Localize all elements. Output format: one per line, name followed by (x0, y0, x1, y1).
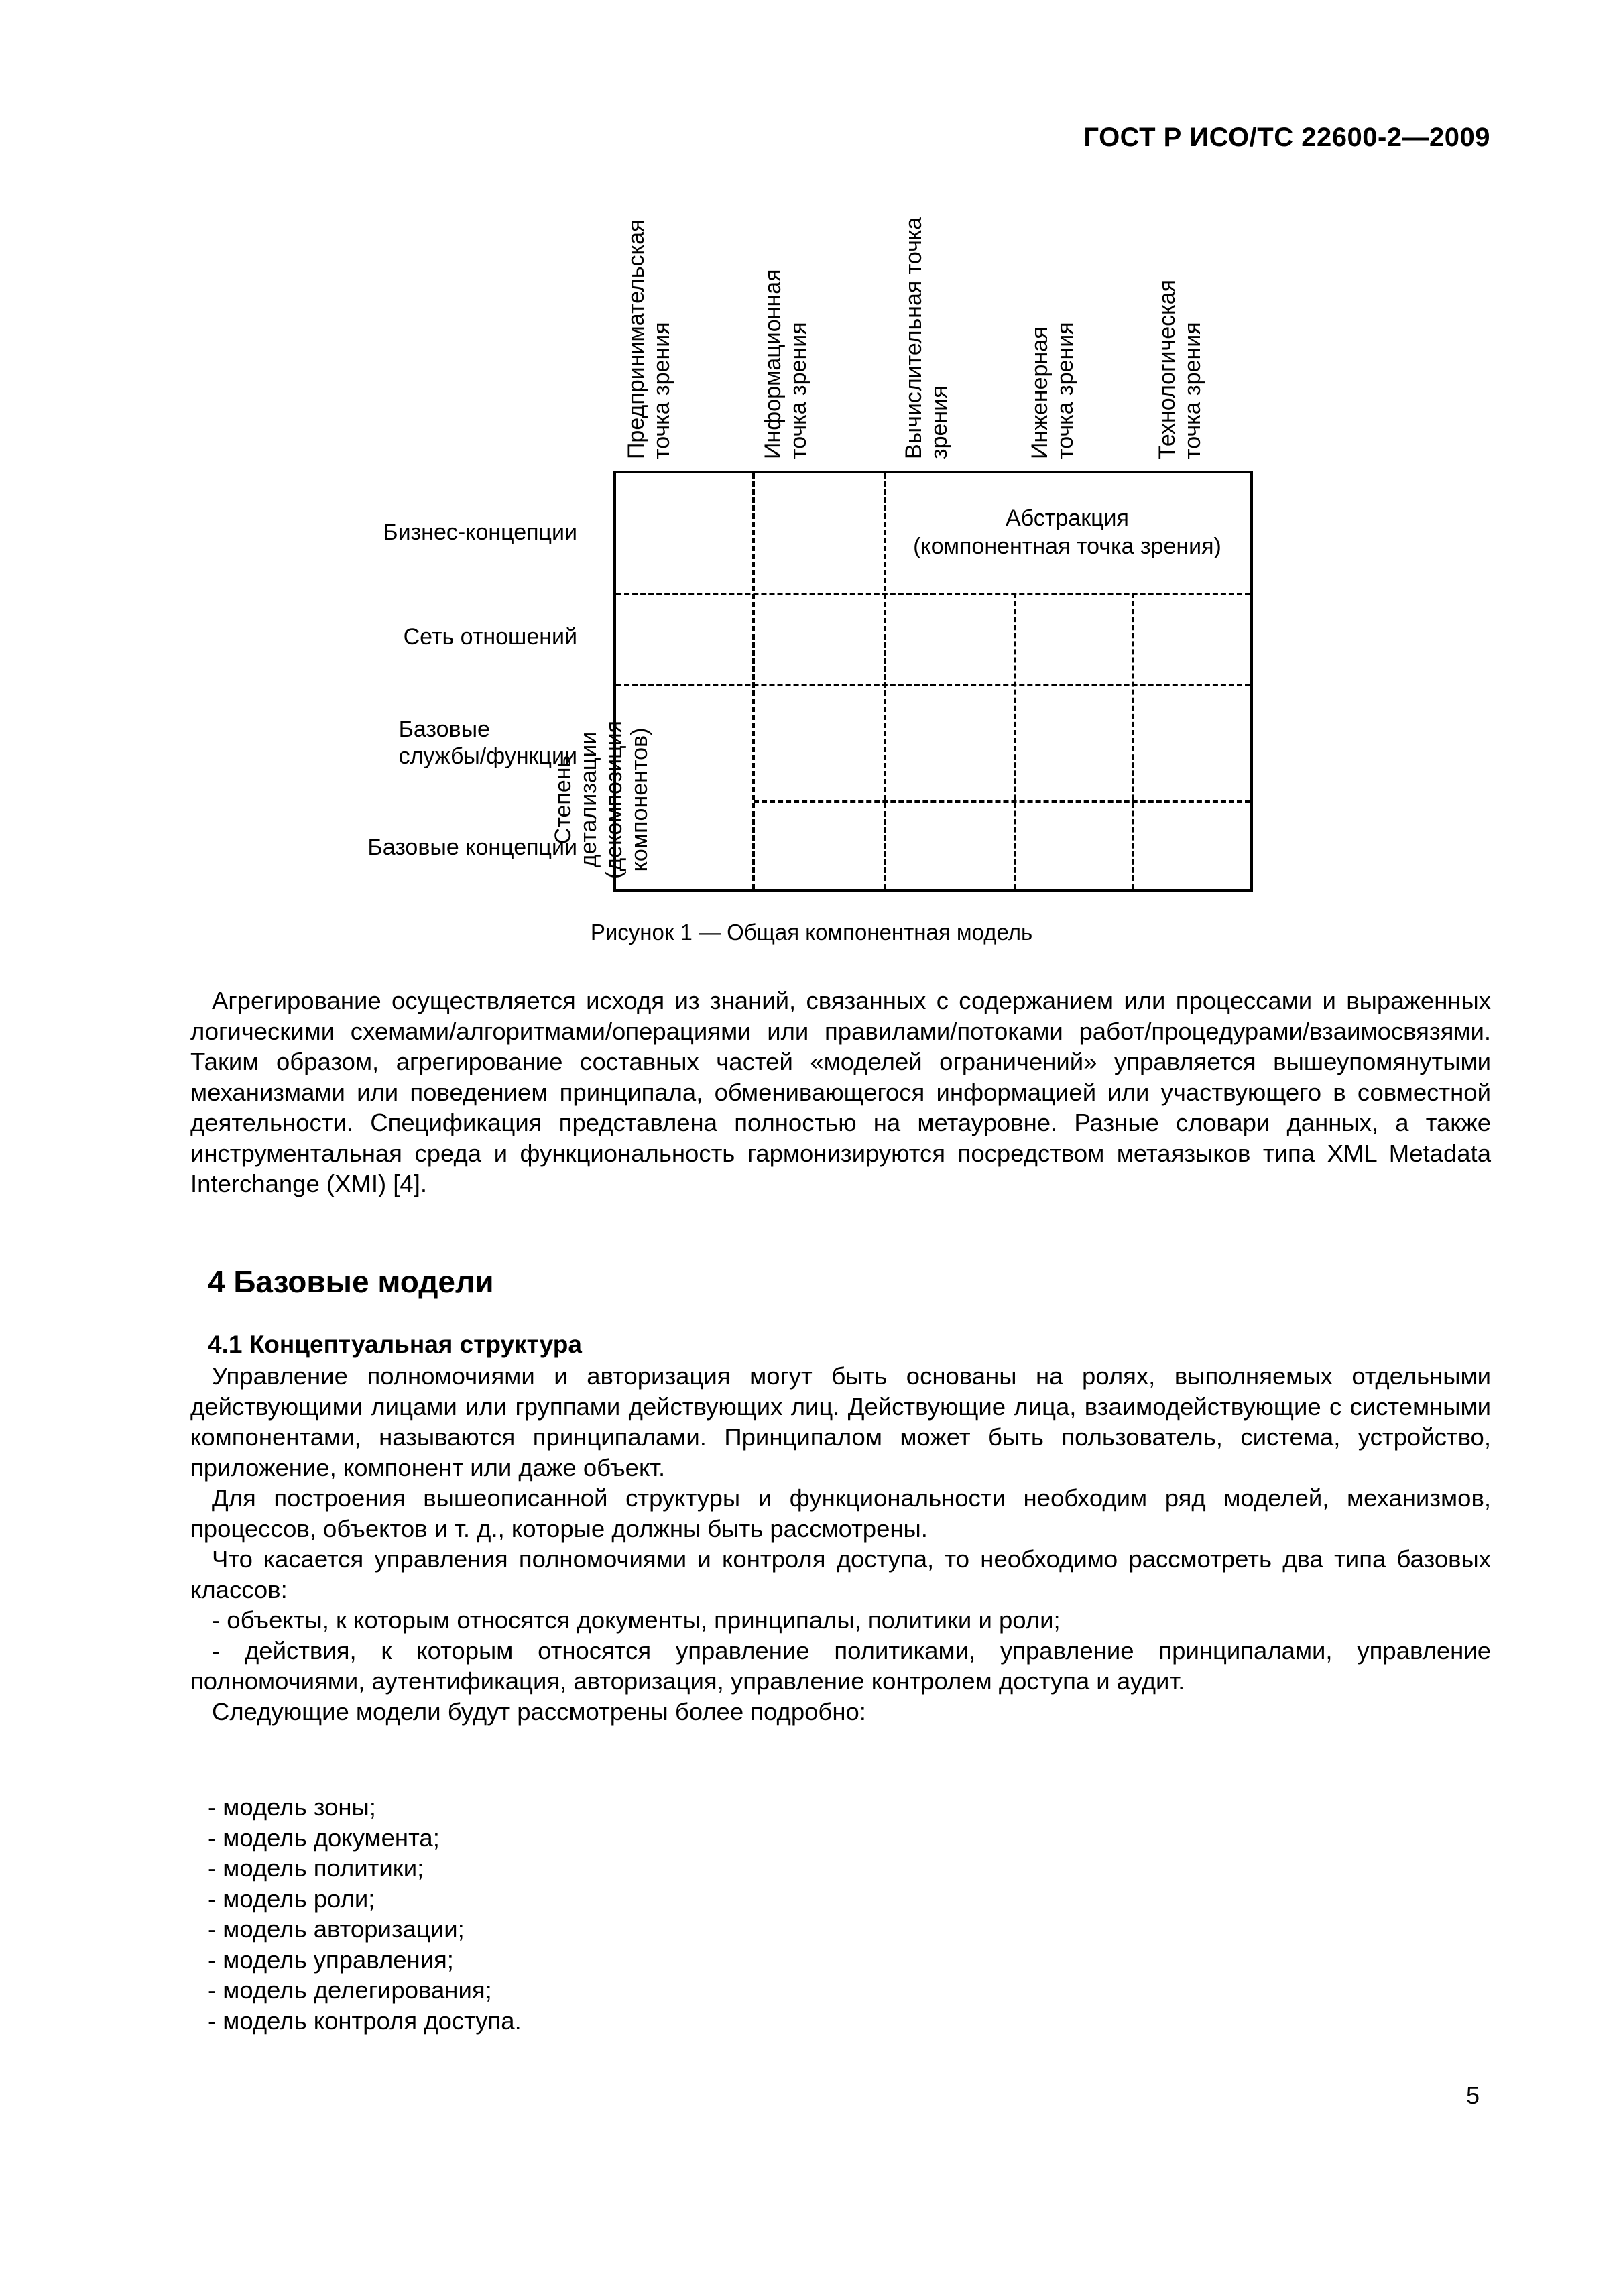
list-item: - модель авторизации; (208, 1915, 465, 1943)
section-body (190, 1361, 1491, 1727)
column-header-line: точка зрения (1180, 322, 1205, 459)
figure-caption: Рисунок 1 — Общая компонентная модель (590, 920, 1033, 945)
column-header-line: Вычислительная точка (901, 217, 926, 459)
document-header-code: ГОСТ Р ИСО/ТС 22600-2—2009 (1083, 123, 1490, 152)
column-header-line: точка зрения (786, 322, 811, 459)
column-header-enterprise (617, 201, 677, 459)
paragraph-text: Следующие модели будут рассмотрены более подробно: (212, 1697, 866, 1726)
grid-row-divider (616, 684, 1250, 686)
column-header-information (754, 201, 814, 459)
column-header-line: Инженерная (1027, 326, 1053, 459)
column-header-engineering (1020, 201, 1081, 459)
list-item: - модель делегирования; (208, 1976, 492, 2004)
class-item-text: - действия, к которым относятся управление политиками, управление принципалами, управление полномочиями, аутентификация, авторизация, управление контролем доступа и аудит. (190, 1636, 1491, 1695)
row-label-relationship-network (404, 623, 577, 650)
models-list (208, 1792, 522, 2036)
paragraph-text: Что касается управления полномочиями и контроля доступа, то необходимо рассмотреть два типа базовых классов: (190, 1545, 1491, 1604)
grid-row-divider (616, 593, 1250, 595)
class-item-text: - объекты, к которым относятся документы, принципалы, политики и роли; (212, 1606, 1061, 1634)
row-label-business-concepts (383, 519, 577, 546)
grid-column-divider (1014, 593, 1016, 889)
class-item (190, 1636, 1491, 1697)
detail-level-label (550, 694, 743, 879)
body-paragraph (190, 1697, 1491, 1728)
row-label-text: Базовые концепции (367, 835, 577, 860)
page-number: 5 (1466, 2081, 1480, 2109)
grid-column-divider (752, 473, 755, 889)
row-label-base-concepts (367, 834, 577, 861)
list-item: - модель зоны; (208, 1793, 376, 1821)
detail-label-line: (декомпозиция (601, 720, 627, 879)
body-paragraph (190, 1483, 1491, 1544)
row-label-text: Сеть отношений (403, 624, 577, 650)
paragraph-text: Управление полномочиями и авторизация могут быть основаны на ролях, выполняемых отдельными действующими лицами или группами действующих лиц. Действующие лица, взаимодействующие с системными компонентами, называются принципалами. Принципалом может быть пользователь, система, устройство, приложение, компонент или даже объект. (190, 1362, 1491, 1482)
column-header-line: Предпринимательская (623, 219, 649, 459)
class-item (190, 1605, 1491, 1636)
body-paragraph (190, 1544, 1491, 1605)
abstraction-label-line: (компонентная точка зрения) (913, 534, 1221, 559)
paragraph-text: Для построения вышеописанной структуры и функциональности необходим ряд моделей, механизмов, процессов, объектов и т. д., которые должны быть рассмотрены. (190, 1484, 1491, 1543)
column-header-computational (894, 201, 955, 459)
row-label-text: Базовые (398, 717, 490, 742)
list-item: - модель роли; (208, 1884, 375, 1913)
column-header-line: Технологическая (1154, 279, 1180, 459)
list-item: - модель управления; (208, 1945, 454, 1974)
list-item: - модель контроля доступа. (208, 2006, 522, 2035)
list-item: - модель политики; (208, 1854, 424, 1882)
abstraction-label-line: Абстракция (1006, 505, 1129, 531)
column-header-line: Информационная (760, 269, 786, 459)
column-header-technology (1148, 201, 1208, 459)
body-paragraph (190, 1361, 1491, 1483)
subsection-heading: 4.1 Концептуальная структура (208, 1331, 582, 1358)
detail-label-line: компонентов) (627, 727, 652, 872)
grid-row-divider (754, 800, 1250, 803)
row-label-text: Бизнес-концепции (383, 520, 577, 545)
list-item: - модель документа; (208, 1823, 440, 1852)
column-header-line: точка зрения (1053, 322, 1078, 459)
abstraction-label (886, 504, 1248, 560)
row-label-text: службы/функции (398, 743, 577, 769)
column-header-line: точка зрения (649, 322, 674, 459)
section-heading: 4 Базовые модели (208, 1264, 494, 1299)
component-model-figure (0, 0, 1623, 952)
detail-label-line: детализации (576, 731, 601, 868)
intro-paragraph (190, 985, 1491, 1199)
detail-label-line: Степень (550, 755, 576, 845)
column-header-line: зрения (926, 385, 952, 459)
intro-paragraph-text: Агрегирование осуществляется исходя из знаний, связанных с содержанием или процессами и выраженных логическими схемами/алгоритмами/операциями или правилами/потоками работ/процедурами/взаимосвязями. Таким образом, агрегирование составных частей «моделей ограничений» управляется вышеупомянутыми механизмами или поведением принципала, обменивающегося информацией или участвующего в совместной деятельности. Спецификация представлена полностью на метауровне. Разные словари данных, а также инструментальная среда и функциональность гармонизируются посредством метаязыков типа XML Metadata Interchange (XMI) [4]. (190, 987, 1491, 1197)
grid-column-divider (1132, 593, 1134, 889)
